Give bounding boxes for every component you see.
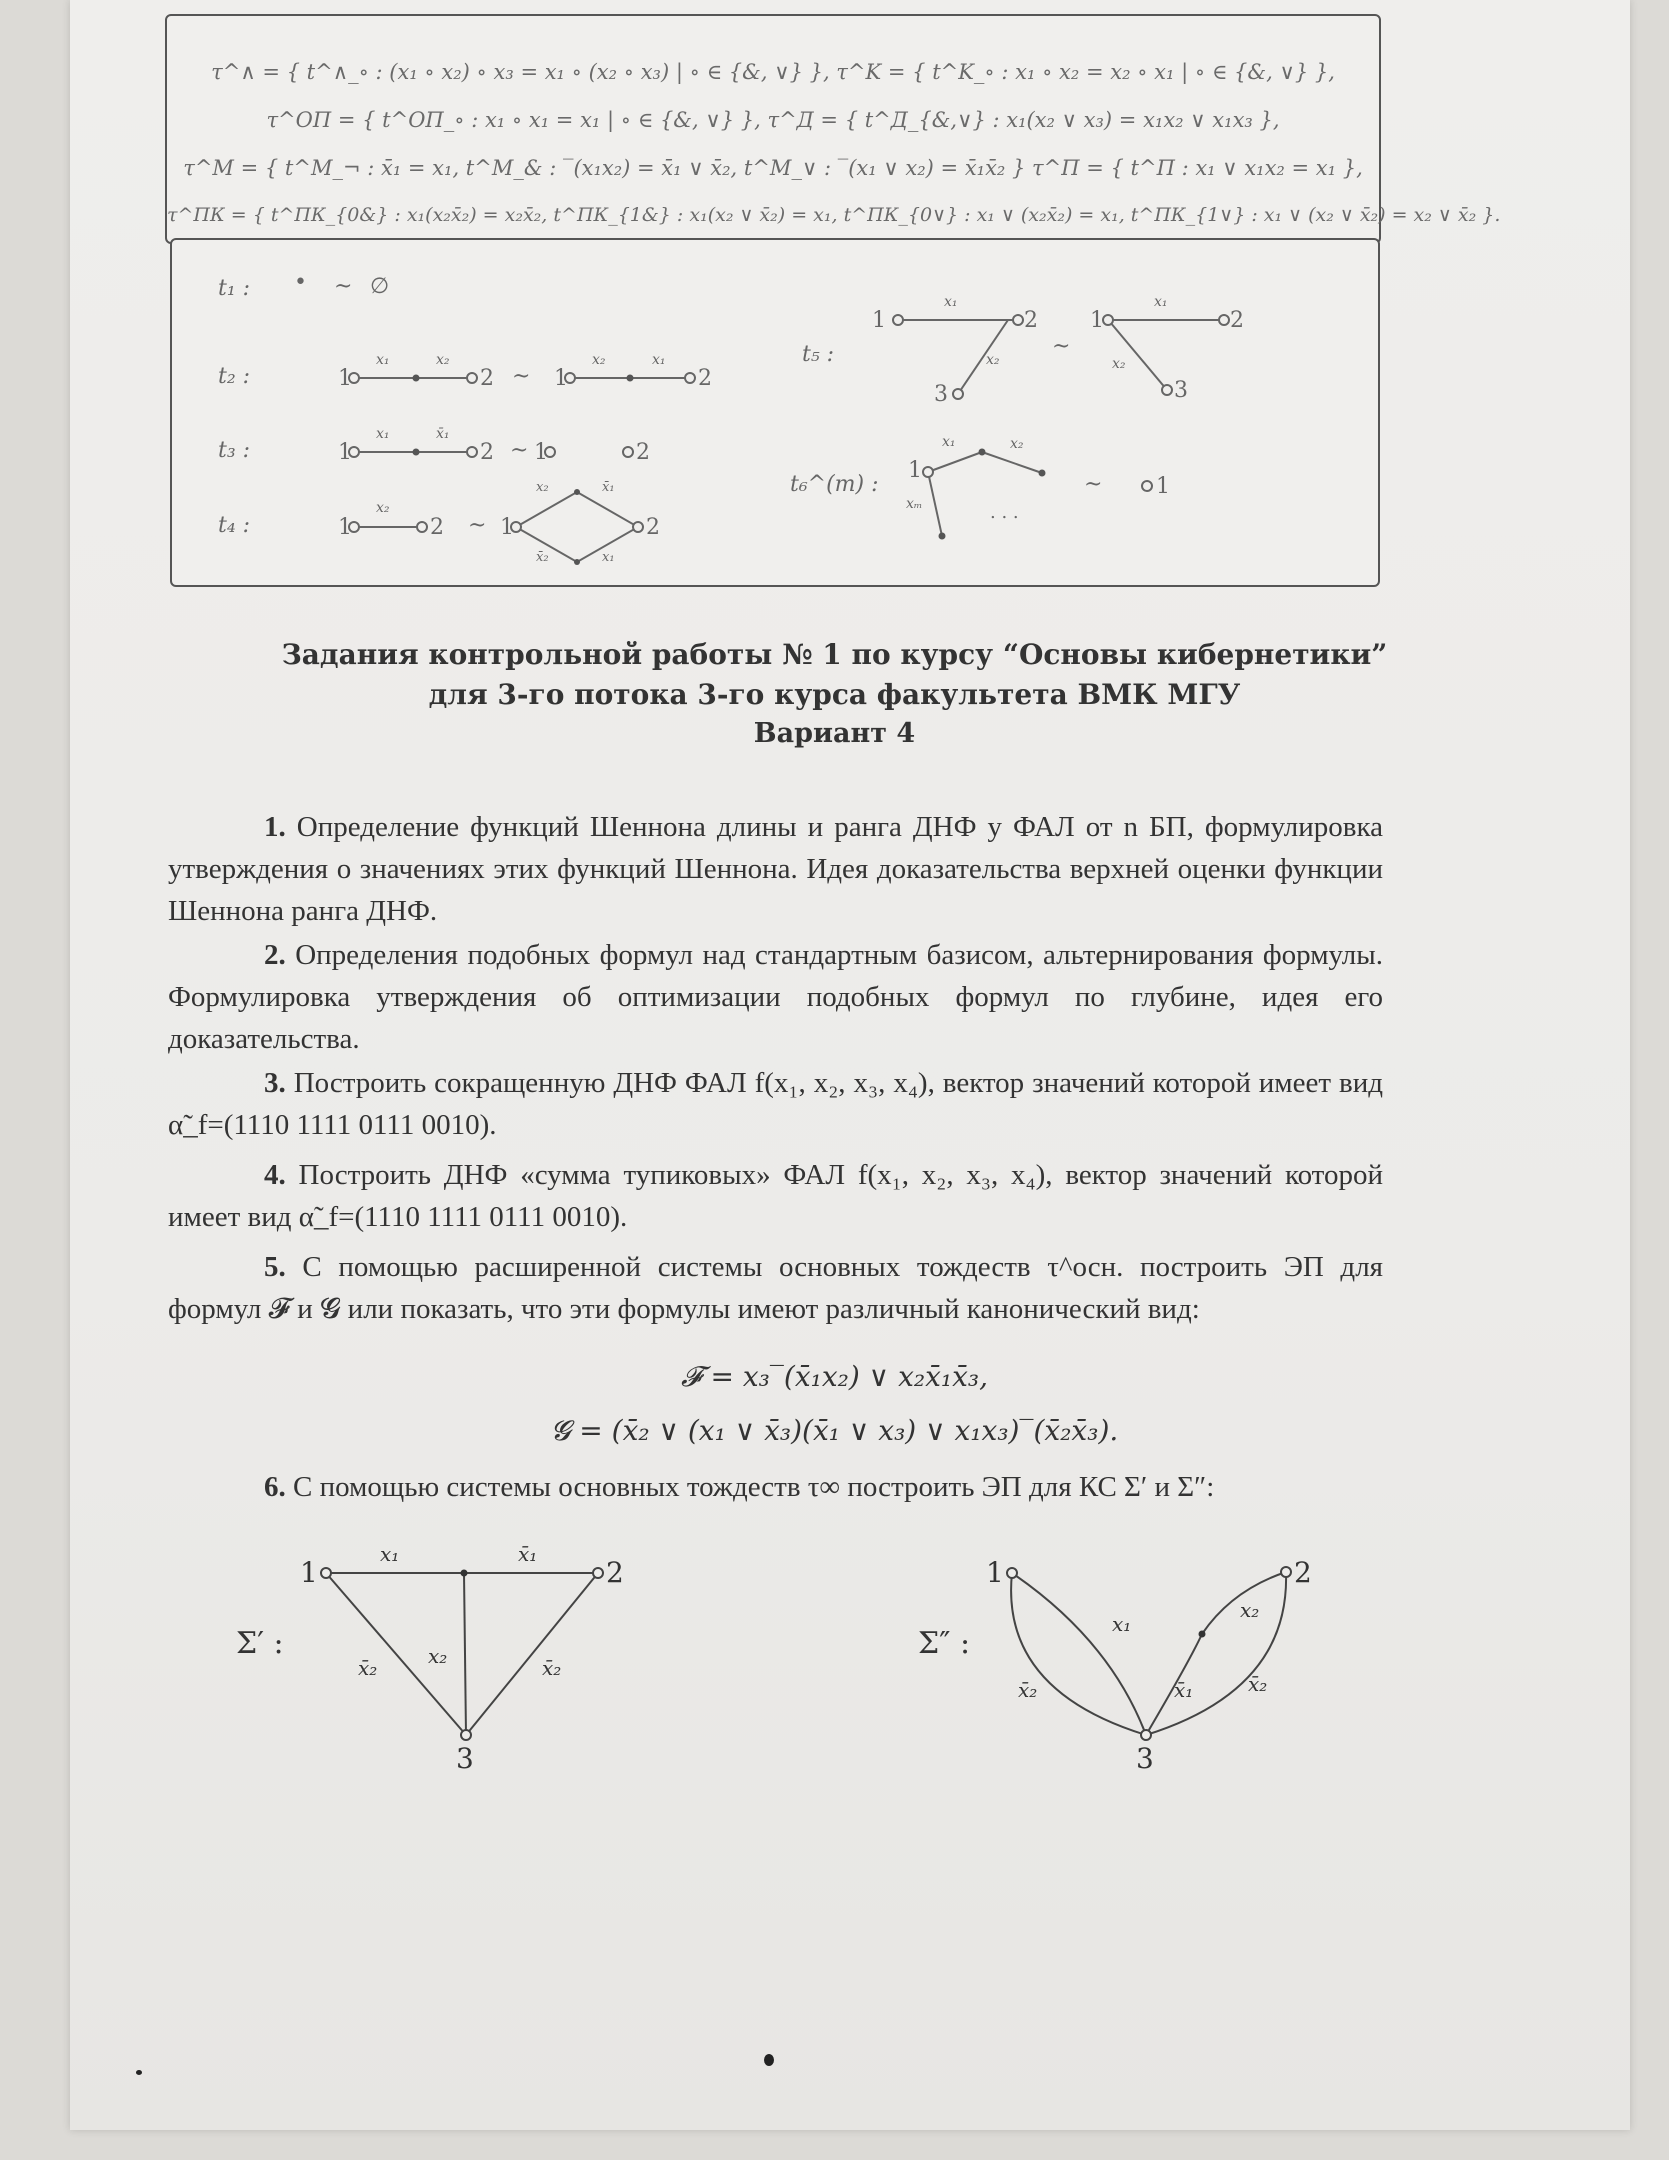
t5-label-x2: x₂: [986, 352, 1000, 368]
circuit-t3-label: t₃ :: [218, 438, 251, 463]
t4-upper-label-x2: x₂: [536, 480, 549, 495]
identity-line-associativity-commutativity: τ^∧ = { t^∧_∘ : (x₁ ∘ x₂) ∘ x₃ = x₁ ∘ (x₂ ∘ x₃) | ∘ ∈ {&, ∨} }, τ^K = { t^K_∘ : x₁ ∘ x₂ = x₂ ∘ x₁ | ∘ ∈ {&, ∨} },: [211, 60, 1335, 84]
t6-label-x2: x₂: [1010, 436, 1024, 452]
t5-node-3: 3: [934, 382, 948, 407]
task-4-number: 4.: [264, 1159, 286, 1191]
circuit-t1-label: t₁ :: [218, 276, 251, 301]
task-3-number: 3.: [264, 1067, 286, 1099]
page-title-line-2: для 3-го потока 3-го курса факультета ВМК МГУ: [428, 678, 1241, 711]
identity-line-constants: τ^ПК = { t^ПК_{0&} : x₁(x₂x̄₂) = x₂x̄₂, t^ПК_{1&} : x₁(x₂ ∨ x̄₂) = x₁, t^ПК_{0∨} : x₁ ∨ (x₂x̄₂) = x₁, t^ПК_{1∨} : x₁ ∨ (x₂ ∨ x̄₂) = x₂ ∨ x̄₂ }.: [167, 204, 1501, 226]
sigma2-edge-nx1: x̄₁: [1174, 1678, 1194, 1702]
sigma1-edge-nx1: x̄₁: [518, 1542, 538, 1566]
t2-right-label-x2: x₂: [592, 352, 606, 368]
task-3-text: Построить сокращенную ДНФ ФАЛ f(x₁, x₂, x₃, x₄), вектор значений которой имеет вид α̃_f=(1110 1111 0111 0010).: [168, 1067, 1383, 1141]
task-1-number: 1.: [264, 811, 286, 843]
sigma1-edge-x1: x₁: [380, 1542, 400, 1566]
t4-upper-label-nx1: x̄₁: [602, 480, 615, 495]
circuit-t5-label: t₅ :: [802, 342, 835, 367]
t6-right-node-1: 1: [1156, 474, 1170, 499]
t2-right-label-x1: x₁: [652, 352, 666, 368]
t5-right-node-2: 2: [1230, 308, 1244, 333]
sigma-double-prime-label: Σ″ :: [918, 1626, 971, 1661]
task-1-text: Определение функций Шеннона длины и ранга ДНФ у ФАЛ от n БП, формулировка утверждения о значениях этих функций Шеннона. Идея доказательства верхней оценки функции Шеннона ранга ДНФ.: [168, 811, 1384, 927]
sigma2-edge-outer-nx2: x̄₂: [1248, 1672, 1268, 1696]
t6-tilde: ~: [1084, 472, 1103, 497]
t6-label-xm: xₘ: [906, 496, 923, 512]
sigma-prime-label: Σ′ :: [236, 1626, 284, 1661]
t3-node-1: 1: [338, 440, 352, 465]
page-title-line-1: Задания контрольной работы № 1 по курсу “Основы кибернетики”: [281, 638, 1388, 671]
t4-lower-label-x1: x₁: [602, 550, 615, 565]
sigma2-node-1: 1: [986, 1556, 1004, 1589]
t5-right-node-3: 3: [1174, 378, 1188, 403]
t5-node-1: 1: [872, 308, 886, 333]
sigma1-edge-left-nx2: x̄₂: [358, 1656, 378, 1680]
identity-line-idempotence-distributivity: τ^ОП = { t^ОП_∘ : x₁ ∘ x₁ = x₁ | ∘ ∈ {&, ∨} }, τ^Д = { t^Д_{&,∨} : x₁(x₂ ∨ x₃) = x₁x₂ ∨ x₁x₃ },: [266, 108, 1280, 132]
task-4-text: Построить ДНФ «сумма тупиковых» ФАЛ f(x₁, x₂, x₃, x₄), вектор значений которой имеет вид α̃_f=(1110 1111 0111 0010).: [168, 1159, 1383, 1233]
t3-right-node-1: 1: [534, 440, 548, 465]
t3-node-2: 2: [480, 440, 494, 465]
t3-label-nx1: x̄₁: [436, 426, 450, 442]
formula-G: 𝓖 = (x̄₂ ∨ (x₁ ∨ x̄₃)(x̄₁ ∨ x₃) ∨ x₁x₃)‾(x̄₂x̄₃).: [550, 1414, 1119, 1447]
t4-right-node-1: 1: [500, 515, 514, 540]
formula-F: 𝓕 = x₃‾(x̄₁x₂) ∨ x₂x̄₁x̄₃,: [680, 1360, 989, 1393]
circuit-t1-empty-set: ∅: [370, 274, 390, 299]
t4-right-node-2: 2: [646, 515, 660, 540]
t6-label-x1: x₁: [942, 434, 956, 450]
t5-tilde: ~: [1052, 334, 1071, 359]
pen-mark-dot: [764, 2054, 774, 2066]
t3-right-node-2: 2: [636, 440, 650, 465]
circuit-t2-label: t₂ :: [218, 364, 251, 389]
identity-line-de-morgan-absorption: τ^M = { t^M_¬ : x̄̄₁ = x₁, t^M_& : ‾(x₁x₂) = x̄₁ ∨ x̄₂, t^M_∨ : ‾(x₁ ∨ x₂) = x̄₁x̄₂ } τ^П = { t^П : x₁ ∨ x₁x₂ = x₁ },: [183, 156, 1363, 180]
pen-mark-small: [136, 2070, 142, 2075]
sigma1-node-1: 1: [300, 1556, 318, 1589]
circuit-t4-label: t₄ :: [218, 513, 251, 538]
t6-ellipsis: . . .: [990, 502, 1019, 523]
t4-node-2: 2: [430, 515, 444, 540]
t4-tilde: ~: [468, 513, 487, 538]
t4-node-1: 1: [338, 515, 352, 540]
sigma1-node-2: 2: [606, 1556, 624, 1589]
t2-label-x2: x₂: [436, 352, 450, 368]
sigma2-node-2: 2: [1294, 1556, 1312, 1589]
t5-right-label-x2: x₂: [1112, 356, 1126, 372]
circuit-t1-point: •: [294, 270, 307, 295]
circuit-t6-label: t₆^(m) :: [790, 472, 879, 497]
t3-tilde: ~: [510, 438, 529, 463]
task-5-number: 5.: [264, 1251, 286, 1283]
t5-node-2: 2: [1024, 308, 1038, 333]
t6-node-1: 1: [908, 458, 922, 483]
sigma2-edge-x2: x₂: [1240, 1598, 1260, 1622]
t5-right-node-1: 1: [1090, 308, 1104, 333]
task-2-number: 2.: [264, 939, 286, 971]
sigma1-edge-middle-x2: x₂: [428, 1644, 448, 1668]
t5-right-label-x1: x₁: [1154, 294, 1168, 310]
task-6-text: С помощью системы основных тождеств τ∞ построить ЭП для КС Σ′ и Σ″:: [293, 1471, 1215, 1503]
t5-label-x1: x₁: [944, 294, 958, 310]
sigma1-edge-right-nx2: x̄₂: [542, 1656, 562, 1680]
t2-node-1: 1: [338, 366, 352, 391]
task-6-number: 6.: [264, 1471, 286, 1503]
task-5-text: С помощью расширенной системы основных тождеств τ^осн. построить ЭП для формул 𝓕 и 𝓖 или показать, что эти формулы имеют различный канонический вид:: [168, 1251, 1384, 1325]
sigma2-node-3: 3: [1136, 1742, 1154, 1775]
sigma2-edge-x1: x₁: [1112, 1612, 1132, 1636]
circuit-t1-tilde: ~: [334, 274, 353, 299]
t2-right-node-1: 1: [554, 366, 568, 391]
task-2-text: Определения подобных формул над стандартным базисом, альтернирования формулы. Формулировка утверждения об оптимизации подобных формул по глубине, идея его доказательства.: [168, 939, 1383, 1055]
page-title-variant: Вариант 4: [753, 718, 916, 749]
t2-node-2: 2: [480, 366, 494, 391]
t2-label-x1: x₁: [376, 352, 390, 368]
t2-tilde: ~: [512, 364, 531, 389]
t4-lower-label-nx2: x̄₂: [536, 550, 549, 565]
sigma1-node-3: 3: [456, 1742, 474, 1775]
t4-label-x2: x₂: [376, 500, 390, 516]
t2-right-node-2: 2: [698, 366, 712, 391]
sigma2-edge-nx2: x̄₂: [1018, 1678, 1038, 1702]
t3-label-x1: x₁: [376, 426, 390, 442]
